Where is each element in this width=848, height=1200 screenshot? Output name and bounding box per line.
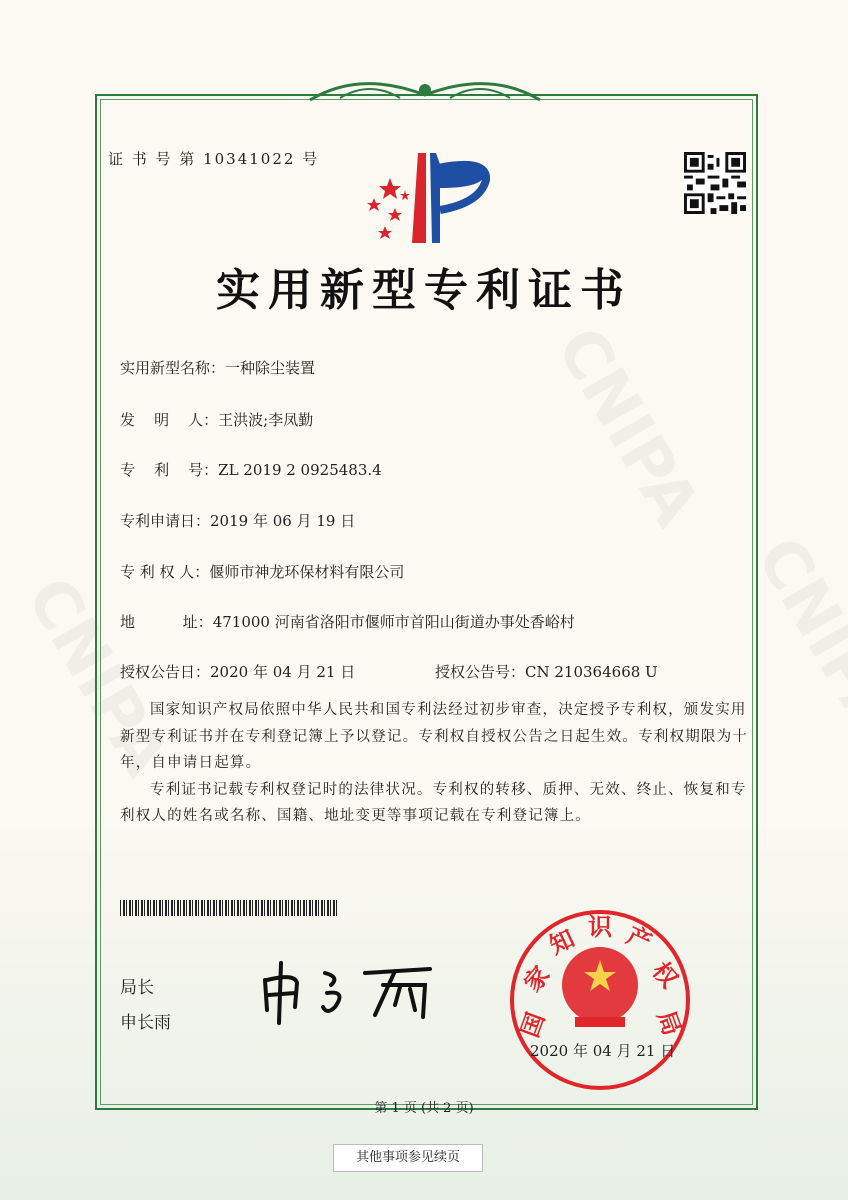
field-value: 王洪波;李凤勤: [218, 411, 314, 429]
svg-text:知: 知: [545, 924, 579, 960]
field-value: 471000 河南省洛阳市偃师市首阳山街道办事处香峪村: [212, 613, 575, 631]
barcode: [120, 900, 338, 916]
field-label: 授权公告日：: [120, 663, 211, 681]
svg-text:识: 识: [588, 913, 612, 941]
field-value: 2020 年 04 月 21 日: [210, 663, 356, 681]
cnipa-logo: [360, 148, 490, 248]
field-value: ZL 2019 2 0925483.4: [218, 461, 382, 479]
certificate-statement: [120, 697, 760, 830]
certificate-number: 证 书 号 第 10341022 号: [108, 150, 320, 168]
document-title: 实用新型专利证书: [216, 265, 632, 316]
signatory-name: 申长雨: [120, 1013, 171, 1033]
seal-date: 2020 年 04 月 21 日: [530, 1042, 676, 1060]
field-label: 专 利 号：: [120, 461, 219, 479]
field-label: 发 明 人：: [120, 411, 219, 429]
continuation-note: 其他事项参见续页: [333, 1144, 483, 1172]
page-number: 第 1 页 (共 2 页): [374, 1101, 474, 1116]
statement-paragraph: 专利证书记载专利权登记时的法律状况。专利权的转移、质押、无效、终止、恢复和专利权人的姓名或名称、国籍、地址变更等事项记载在专利登记簿上。: [120, 781, 747, 824]
svg-text:权: 权: [646, 956, 684, 994]
signature: [255, 955, 440, 1025]
svg-text:局: 局: [651, 1006, 687, 1040]
field-value: 偃师市神龙环保材料有限公司: [209, 563, 405, 581]
svg-text:产: 产: [622, 921, 656, 957]
field-label: 专利申请日：: [120, 512, 211, 530]
field-label: 专 利 权 人：: [120, 563, 210, 581]
field-value: CN 210364668 U: [525, 663, 658, 681]
field-value: 一种除尘装置: [225, 359, 316, 377]
statement-paragraph: 国家知识产权局依照中华人民共和国专利法经过初步审查，决定授予专利权，颁发实用新型专利证书并在专利登记簿上予以登记。专利权自授权公告之日起生效。专利权期限为十年，自申请日起算。: [120, 702, 748, 771]
field-label: 实用新型名称：: [120, 359, 226, 377]
field-utility-model-name: [120, 357, 315, 378]
field-value: 2019 年 06 月 19 日: [210, 512, 356, 530]
svg-text:国: 国: [515, 1008, 551, 1042]
ornament-top: [300, 70, 550, 110]
official-seal: [505, 905, 695, 1095]
field-inventors: [120, 409, 313, 430]
field-address: [120, 611, 575, 632]
field-label: 地 址：: [120, 613, 213, 631]
field-patentee: [120, 561, 404, 582]
svg-text:家: 家: [518, 960, 556, 998]
signatory-role: 局长: [120, 978, 154, 998]
qr-code: [684, 152, 746, 214]
field-grant-publication-number: [435, 661, 658, 682]
field-grant-date: [120, 661, 355, 682]
field-label: 授权公告号：: [435, 663, 526, 681]
field-patent-number: [120, 459, 382, 480]
field-application-date: [120, 510, 355, 531]
